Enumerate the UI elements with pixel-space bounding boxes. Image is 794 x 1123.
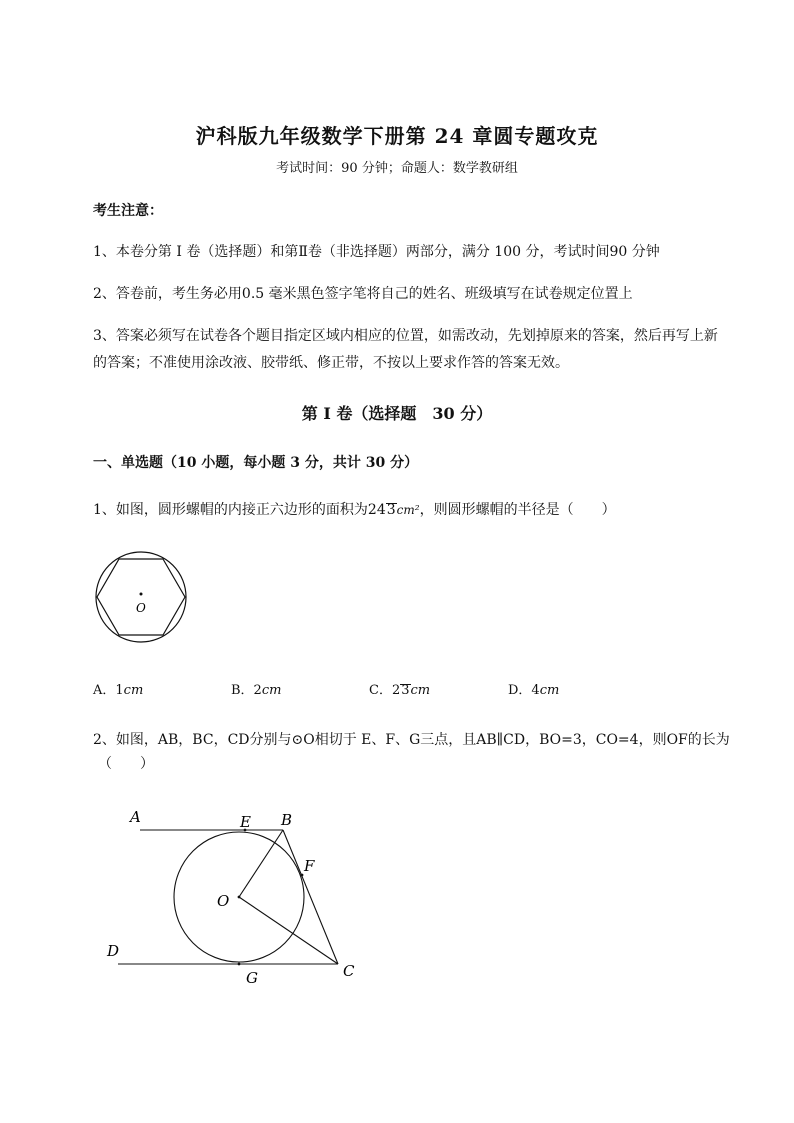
tangent-circle-figure <box>100 805 370 990</box>
label-c: C <box>343 962 355 980</box>
center-label: O <box>136 601 146 615</box>
option-d <box>508 679 559 698</box>
option-b-value: B．2 <box>231 683 262 698</box>
option-d-value: D．4 <box>508 683 540 698</box>
point-g <box>238 963 241 966</box>
option-a-unit: cm <box>123 683 144 698</box>
option-c-value: C．2 <box>369 683 401 698</box>
label-e: E <box>240 813 251 831</box>
segment-ob <box>239 830 283 897</box>
label-d: D <box>107 942 120 960</box>
note-1: 1、本卷分第 I 卷（选择题）和第Ⅱ卷（非选择题）两部分，满分 100 分，考试时间90 分钟 <box>93 244 660 260</box>
option-c-sqrt: 3 <box>401 683 410 698</box>
label-b: B <box>281 811 293 829</box>
question-1 <box>93 499 616 519</box>
label-f: F <box>304 857 315 875</box>
point-o <box>238 896 241 899</box>
note-2: 2、答卷前，考生务必用0.5 毫米黑色签字笔将自己的姓名、班级填写在试卷规定位置上 <box>93 286 633 302</box>
question-2-blank: （ ） <box>98 756 154 772</box>
line-bc <box>283 830 338 964</box>
part-title: 第 I 卷（选择题 30 分） <box>301 404 493 423</box>
page-title: 沪科版九年级数学下册第 24 章圆专题攻克 <box>195 124 599 148</box>
question-2: 2、如图，AB，BC，CD分别与⊙O相切于 E、F、G三点，且AB∥CD，BO=3，CO=4，则OF的长为 <box>93 732 730 748</box>
label-g: G <box>246 969 258 987</box>
label-o: O <box>217 892 230 910</box>
hexagon-in-circle-figure <box>95 550 190 645</box>
option-b <box>231 679 281 698</box>
notice-heading: 考生注意： <box>93 203 163 219</box>
center-point <box>140 593 143 596</box>
sqrt-radicand: 3 <box>386 502 396 518</box>
point-f <box>301 874 304 877</box>
option-c <box>369 679 430 698</box>
option-c-unit: cm <box>410 683 431 698</box>
segment-oc <box>239 897 338 964</box>
note-3: 3、答案必须写在试卷各个题目指定区域内相应的位置，如需改动，先划掉原来的答案，然后再写上新 <box>93 328 718 344</box>
option-d-unit: cm <box>539 683 560 698</box>
exam-info: 考试时间：90 分钟；命题人：数学教研组 <box>276 161 518 176</box>
option-a <box>93 679 143 698</box>
label-a: A <box>130 808 141 826</box>
question-1-text-after: ，则圆形螺帽的半径是（ ） <box>419 502 616 518</box>
circle-outline <box>96 552 186 642</box>
area-unit: cm² <box>396 503 420 517</box>
section-title: 一、单选题（10 小题，每小题 3 分，共计 30 分） <box>93 455 419 471</box>
option-b-unit: cm <box>261 683 282 698</box>
option-a-value: A．1 <box>93 683 124 698</box>
hexagon-outline <box>97 559 185 635</box>
note-3-continued: 的答案；不准使用涂改液、胶带纸、修正带，不按以上要求作答的答案无效。 <box>93 355 569 371</box>
question-1-text-before: 1、如图，圆形螺帽的内接正六边形的面积为24 <box>93 502 386 518</box>
